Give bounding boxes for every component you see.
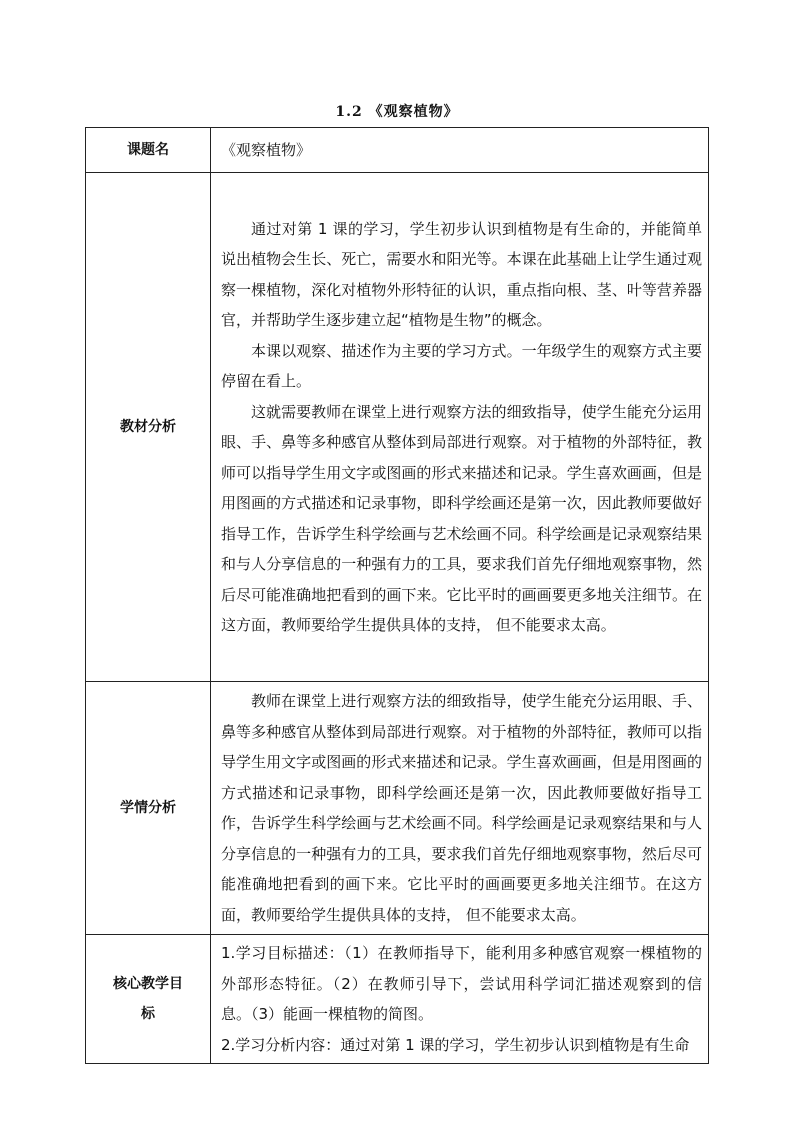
- row-core-goals: [86, 935, 709, 1064]
- material-paragraph-1: 通过对第 1 课的学习，学生初步认识到植物是有生命的，并能简单说出植物会生长、死亡，需要水和阳光等。本课在此基础上让学生通过观察一棵植物，深化对植物外形特征的认识，重点指向根、茎、叶等营养器官，并帮助学生逐步建立起“植物是生物”的概念。: [221, 219, 702, 329]
- label-student-analysis: 学情分析: [86, 682, 211, 935]
- goals-paragraph-2: 2.学习分析内容：通过对第 1 课的学习，学生初步认识到植物是有生命: [221, 1035, 690, 1054]
- student-analysis-text: [211, 682, 709, 935]
- label-lesson-name: 课题名: [86, 128, 211, 173]
- student-paragraph-1: 教师在课堂上进行观察方法的细致指导，使学生能充分运用眼、手、鼻等多种感官从整体到局部进行观察。对于植物的外部特征，教师可以指导学生用文字或图画的形式来描述和记录。学生喜欢画画，但是用图画的方式描述和记录事物，即科学绘画还是第一次，因此教师要做好指导工作，告诉学生科学绘画与艺术绘画不同。科学绘画是记录观察结果和与人分享信息的一种强有力的工具，要求我们首先仔细地观察事物，然后尽可能准确地把看到的画下来。它比平时的画画要更多地关注细节。在这方面，教师要给学生提供具体的支持， 但不能要求太高。: [221, 692, 702, 924]
- core-goals-text: [211, 935, 709, 1064]
- document-title: 1.2 《观察植物》: [335, 104, 459, 120]
- row-student-analysis: [86, 682, 709, 935]
- lesson-plan-table: [85, 127, 709, 1064]
- material-analysis-text: [211, 173, 709, 682]
- lesson-name-value: 《观察植物》: [211, 128, 709, 173]
- material-paragraph-3: 这就需要教师在课堂上进行观察方法的细致指导，使学生能充分运用眼、手、鼻等多种感官从整体到局部进行观察。对于植物的外部特征，教师可以指导学生用文字或图画的形式来描述和记录。学生喜欢画画，但是用图画的方式描述和记录事物，即科学绘画还是第一次，因此教师要做好指导工作，告诉学生科学绘画与艺术绘画不同。科学绘画是记录观察结果和与人分享信息的一种强有力的工具，要求我们首先仔细地观察事物，然后尽可能准确地把看到的画下来。它比平时的画画要更多地关注细节。在这方面，教师要给学生提供具体的支持， 但不能要求太高。: [221, 402, 702, 634]
- label-material-analysis: 教材分析: [86, 173, 211, 682]
- label-core-goals: [86, 935, 211, 1064]
- material-paragraph-2: 本课以观察、描述作为主要的学习方式。一年级学生的观察方式主要停留在看上。: [221, 341, 702, 390]
- row-material-analysis: [86, 173, 709, 682]
- row-lesson-name: [86, 128, 709, 173]
- goals-paragraph-1: 1.学习目标描述：（1）在教师指导下，能利用多种感官观察一棵植物的外部形态特征。（2）在教师引导下，尝试用科学词汇描述观察到的信息。（3）能画一棵植物的简图。: [221, 944, 702, 1023]
- core-goals-label-text: 核心教学目标: [113, 976, 183, 1022]
